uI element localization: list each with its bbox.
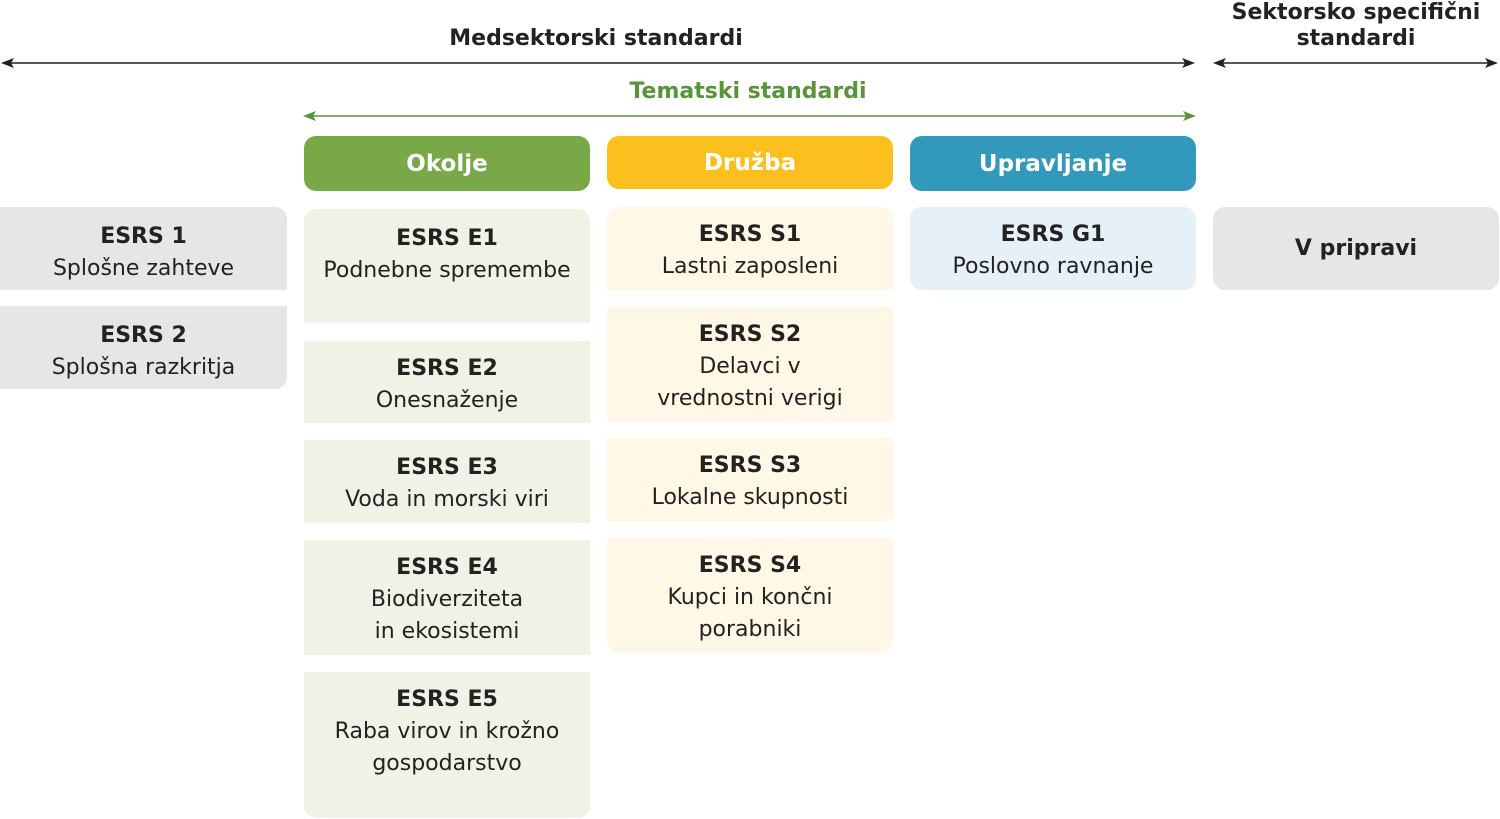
- sector-specific-status: V pripravi: [1294, 235, 1418, 261]
- standard-card-esrs-e5: [304, 672, 590, 818]
- standard-card-esrs-s2: [607, 307, 893, 422]
- standard-name: Splošna razkritja: [51, 355, 236, 380]
- standard-name: Splošne zahteve: [52, 256, 235, 281]
- standard-card-esrs-e1: [304, 209, 590, 323]
- category-governance: [910, 136, 1196, 191]
- standard-code: ESRS 2: [100, 323, 187, 348]
- standard-code: ESRS E2: [396, 356, 498, 381]
- topical-arrow: [0, 108, 1500, 124]
- category-environment: [304, 136, 590, 191]
- standard-card-esrs-1: [0, 207, 287, 290]
- standard-name: Onesnaženje: [375, 388, 519, 413]
- category-label: Upravljanje: [978, 150, 1128, 177]
- topical-heading: Tematski standardi: [629, 79, 867, 104]
- category-label: Družba: [703, 149, 797, 176]
- standard-name: Delavci v vrednostni verigi: [657, 354, 843, 411]
- standard-name: Lastni zaposleni: [661, 254, 839, 279]
- sector-specific-heading: Sektorsko specifični standardi: [1231, 0, 1481, 51]
- standard-code: ESRS E3: [396, 455, 498, 480]
- standard-code: ESRS S2: [698, 322, 802, 347]
- sector-specific-card: [1213, 207, 1499, 290]
- standard-card-esrs-g1: [910, 207, 1196, 290]
- standard-card-esrs-s3: [607, 438, 893, 521]
- standard-code: ESRS E4: [396, 555, 498, 580]
- standard-card-esrs-e3: [304, 440, 590, 523]
- category-label: Okolje: [406, 150, 488, 177]
- standard-card-esrs-2: [0, 306, 287, 389]
- standard-name: Biodiverziteta in ekosistemi: [370, 587, 524, 644]
- standard-name: Podnebne spremembe: [323, 258, 571, 283]
- standard-name: Poslovno ravnanje: [952, 254, 1154, 279]
- standard-code: ESRS E1: [396, 226, 498, 251]
- standard-name: Lokalne skupnosti: [651, 485, 849, 510]
- standard-name: Kupci in končni porabniki: [667, 585, 833, 642]
- standard-code: ESRS S1: [698, 222, 802, 247]
- standard-code: ESRS S4: [698, 553, 802, 578]
- standard-code: ESRS G1: [1000, 222, 1106, 247]
- cross-sector-heading: Medsektorski standardi: [449, 26, 743, 51]
- sector-specific-arrow: [0, 55, 1500, 71]
- standard-card-esrs-e2: [304, 341, 590, 423]
- standard-code: ESRS 1: [100, 224, 187, 249]
- standard-code: ESRS S3: [698, 453, 802, 478]
- standard-name: Voda in morski viri: [345, 487, 549, 512]
- standard-card-esrs-s1: [607, 207, 893, 290]
- standard-card-esrs-s4: [607, 538, 893, 653]
- standard-card-esrs-e4: [304, 540, 590, 655]
- standard-code: ESRS E5: [396, 687, 498, 712]
- standard-name: Raba virov in krožno gospodarstvo: [334, 719, 560, 776]
- category-social: [607, 136, 893, 189]
